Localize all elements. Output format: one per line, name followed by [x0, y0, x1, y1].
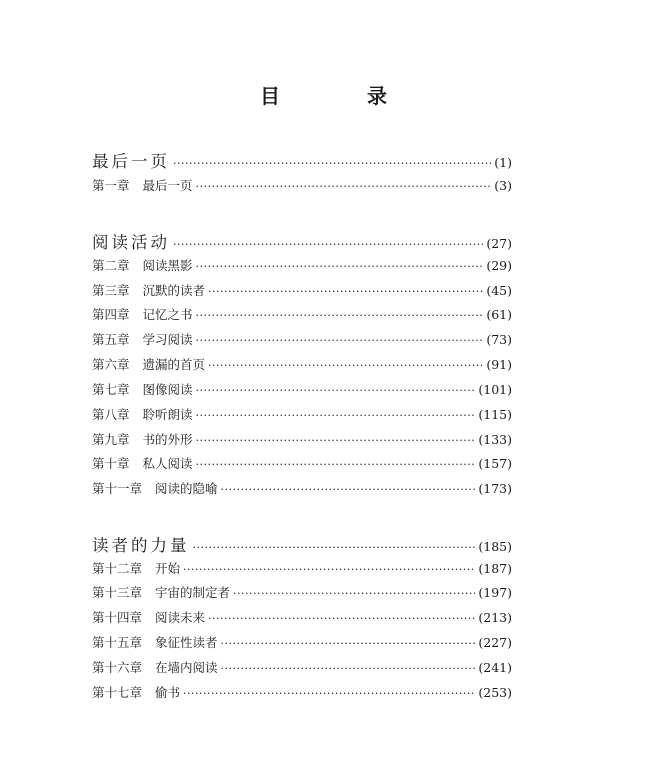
chapter-title: 记忆之书 — [142, 307, 193, 322]
page-number: (227) — [478, 635, 512, 650]
toc-chapter-11 — [92, 479, 512, 497]
dot-leader — [173, 157, 491, 170]
chapter-number: 第十四章 — [92, 610, 143, 625]
toc-chapter-2 — [92, 256, 512, 274]
chapter-title: 学习阅读 — [142, 332, 193, 347]
page-number: (253) — [478, 685, 512, 700]
dot-leader — [221, 662, 476, 675]
toc-chapter-17 — [92, 683, 512, 701]
page-number: (115) — [478, 407, 512, 422]
chapter-number: 第四章 — [92, 307, 130, 322]
chapter-title: 象征性读者 — [155, 635, 218, 650]
page-number: (173) — [478, 481, 512, 496]
page-number: (157) — [478, 456, 512, 471]
dot-leader — [233, 587, 475, 600]
page-number: (101) — [478, 382, 512, 397]
chapter-number: 第十六章 — [92, 660, 143, 675]
page-number: (1) — [494, 155, 512, 170]
page-number: (45) — [486, 283, 512, 298]
toc-part-2 — [92, 229, 512, 253]
toc-chapter-12 — [92, 559, 512, 577]
page-number: (187) — [478, 561, 512, 576]
toc-chapter-7 — [92, 380, 512, 398]
chapter-title: 聆听朗读 — [142, 407, 193, 422]
page-number: (3) — [494, 178, 512, 193]
dot-leader — [196, 458, 476, 471]
chapter-number: 第十一章 — [92, 481, 143, 496]
page-number: (133) — [478, 432, 512, 447]
chapter-title: 阅读黑影 — [142, 258, 193, 273]
chapter-title: 私人阅读 — [142, 456, 193, 471]
dot-leader — [196, 434, 476, 447]
chapter-title: 沉默的读者 — [142, 283, 206, 298]
toc-chapter-3 — [92, 281, 512, 299]
toc-chapter-1 — [92, 176, 512, 194]
chapter-title: 最后一页 — [142, 178, 193, 193]
part-title: 阅读活动 — [92, 233, 170, 252]
dot-leader — [183, 563, 475, 576]
page-number: (241) — [478, 660, 512, 675]
dot-leader — [193, 541, 476, 554]
page-number: (185) — [478, 539, 512, 554]
chapter-title: 开始 — [155, 561, 181, 576]
chapter-title: 遗漏的首页 — [142, 357, 206, 372]
toc-chapter-10 — [92, 454, 512, 472]
page-number: (61) — [486, 307, 512, 322]
dot-leader — [221, 637, 476, 650]
dot-leader — [196, 260, 484, 273]
chapter-title: 宇宙的制定者 — [155, 585, 231, 600]
page-title: 目 录 — [260, 84, 427, 108]
dot-leader — [196, 384, 476, 397]
page-number: (213) — [478, 610, 512, 625]
dot-leader — [196, 409, 476, 422]
chapter-number: 第三章 — [92, 283, 130, 298]
toc-chapter-9 — [92, 430, 512, 448]
toc-part-3 — [92, 532, 512, 556]
dot-leader — [221, 483, 476, 496]
toc-chapter-13 — [92, 583, 512, 601]
dot-leader — [208, 359, 483, 372]
chapter-number: 第十七章 — [92, 685, 143, 700]
page-number: (27) — [486, 236, 512, 251]
page-number: (29) — [486, 258, 512, 273]
part-title: 最后一页 — [92, 152, 170, 171]
chapter-number: 第八章 — [92, 407, 130, 422]
toc-chapter-14 — [92, 608, 512, 626]
chapter-number: 第十二章 — [92, 561, 143, 576]
toc-chapter-4 — [92, 305, 512, 323]
toc-chapter-16 — [92, 658, 512, 676]
chapter-title: 在墙内阅读 — [155, 660, 218, 675]
dot-leader — [183, 687, 475, 700]
dot-leader — [173, 238, 483, 251]
part-title: 读者的力量 — [92, 536, 190, 555]
chapter-number: 第十五章 — [92, 635, 143, 650]
chapter-number: 第六章 — [92, 357, 130, 372]
dot-leader — [196, 180, 492, 193]
page-number: (73) — [486, 332, 512, 347]
dot-leader — [196, 334, 484, 347]
chapter-title: 偷书 — [155, 685, 181, 700]
page-number: (91) — [486, 357, 512, 372]
chapter-title: 阅读未来 — [155, 610, 206, 625]
chapter-number: 第二章 — [92, 258, 130, 273]
chapter-title: 书的外形 — [142, 432, 193, 447]
toc-chapter-6 — [92, 355, 512, 373]
toc-chapter-15 — [92, 633, 512, 651]
page-number: (197) — [478, 585, 512, 600]
chapter-number: 第十三章 — [92, 585, 143, 600]
chapter-number: 第九章 — [92, 432, 130, 447]
chapter-title: 图像阅读 — [142, 382, 193, 397]
chapter-number: 第一章 — [92, 178, 130, 193]
chapter-number: 第五章 — [92, 332, 130, 347]
chapter-number: 第十章 — [92, 456, 130, 471]
toc-part-1 — [92, 148, 512, 172]
dot-leader — [208, 285, 483, 298]
dot-leader — [196, 309, 484, 322]
chapter-title: 阅读的隐喻 — [155, 481, 218, 496]
dot-leader — [208, 612, 475, 625]
toc-chapter-8 — [92, 405, 512, 423]
toc-chapter-5 — [92, 330, 512, 348]
chapter-number: 第七章 — [92, 382, 130, 397]
